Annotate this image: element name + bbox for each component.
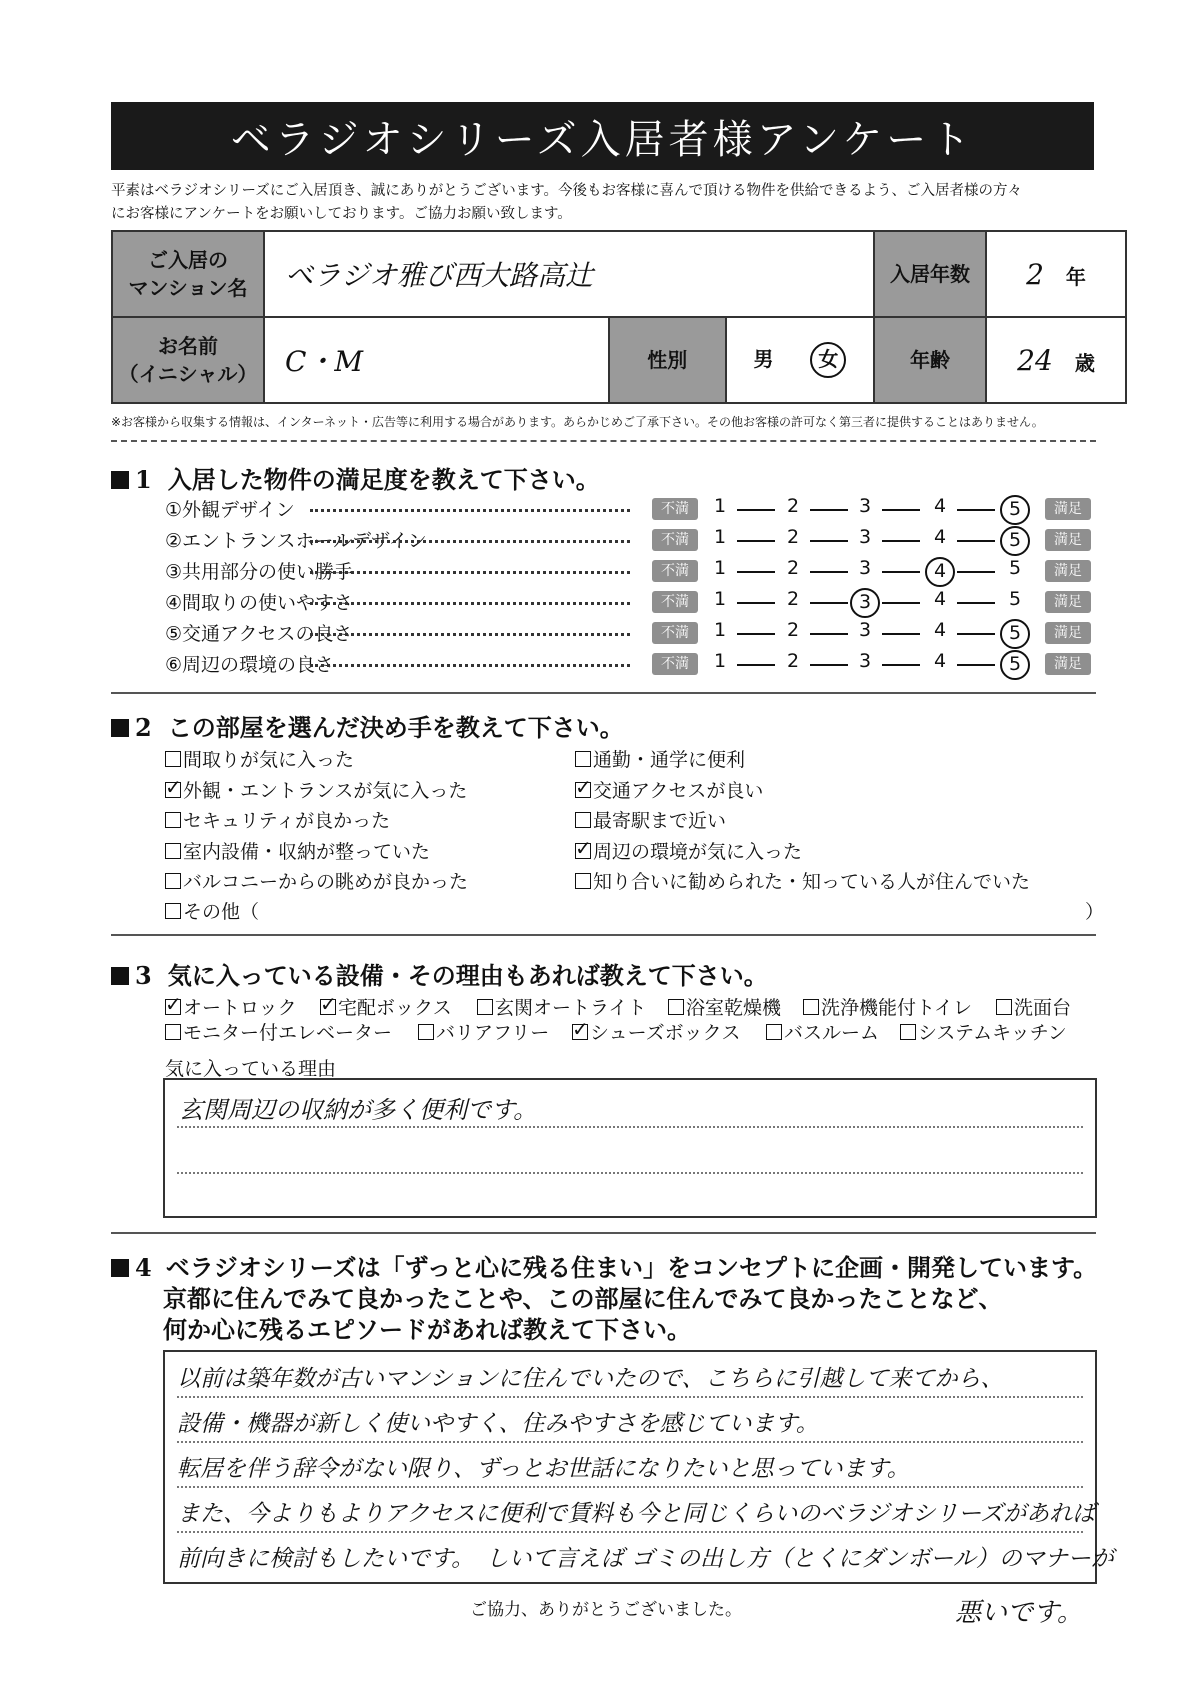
rating-question: ②エントランスホールデザイン — [165, 530, 427, 552]
checkbox[interactable] — [418, 1024, 434, 1040]
scale-connector — [957, 509, 995, 511]
intro-line-2: にお客様にアンケートをお願いしております。ご協力お願い致します。 — [111, 206, 572, 222]
option-label: 浴室乾燥機 — [686, 997, 782, 1019]
scale-connector — [957, 571, 995, 573]
name-field[interactable] — [264, 317, 609, 403]
low-label: 不満 — [652, 591, 698, 613]
gender-male-option[interactable]: 男 — [753, 347, 774, 371]
high-label: 満足 — [1045, 560, 1091, 582]
divider — [111, 1232, 1096, 1234]
scale-connector — [810, 509, 848, 511]
high-label: 満足 — [1045, 591, 1091, 613]
answer-line: 転居を伴う辞令がない限り、ずっとお世話になりたいと思っています。 — [177, 1456, 910, 1482]
leader-dots — [310, 602, 630, 605]
rating-option-1[interactable]: 1 — [713, 557, 727, 579]
scale-connector — [957, 602, 995, 604]
option-item[interactable] — [996, 993, 1071, 1020]
rating-option-2[interactable]: 2 — [786, 588, 800, 610]
checkbox[interactable] — [165, 812, 181, 828]
age-label: 年齢 — [874, 317, 986, 403]
checkbox[interactable] — [575, 751, 591, 767]
option-label: バスルーム — [784, 1022, 880, 1044]
checkbox[interactable] — [477, 999, 493, 1015]
option-label: 宅配ボックス — [338, 997, 452, 1019]
checkbox[interactable] — [668, 999, 684, 1015]
option-item[interactable] — [165, 837, 430, 864]
privacy-notice: ※お客様から収集する情報は、インターネット・広告等に利用する場合があります。あらかじめご了承下さい。その他お客様の許可なく第三者に提供することはありません。 — [111, 415, 1044, 429]
rating-option-5[interactable] — [998, 526, 1032, 556]
option-label: モニター付エレベーター — [183, 1022, 393, 1044]
rating-option-3[interactable]: 3 — [858, 650, 872, 672]
rating-row — [0, 526, 1200, 556]
scale-connector — [882, 664, 920, 666]
scale-connector — [882, 571, 920, 573]
q3-reason-label: 気に入っている理由 — [165, 1058, 337, 1080]
rating-option-3[interactable]: 3 — [858, 526, 872, 548]
q4-heading: 4 ベラジオシリーズは「ずっと心に残る住まい」をコンセプトに企画・開発しています。 京都に住んでみて良かったことや、この部屋に住んでみて良かったことなど、 何か心に残るエピソードがあれば教えて下さい。 — [111, 1252, 1097, 1345]
scale-connector — [957, 540, 995, 542]
scale-connector — [957, 633, 995, 635]
divider — [111, 692, 1096, 694]
checkbox[interactable] — [575, 843, 591, 859]
divider — [111, 440, 1096, 442]
rating-option-2[interactable]: 2 — [786, 526, 800, 548]
rating-question: ⑥周辺の環境の良さ — [165, 654, 335, 676]
answer-rule — [177, 1441, 1083, 1443]
option-item[interactable] — [575, 776, 763, 803]
leader-dots — [310, 571, 630, 574]
rating-question: ①外観デザイン — [165, 499, 295, 521]
scale-connector — [737, 509, 775, 511]
answer-line: 設備・機器が新しく使いやすく、住みやすさを感じています。 — [177, 1411, 819, 1437]
rating-option-2[interactable]: 2 — [786, 557, 800, 579]
checkbox[interactable] — [575, 873, 591, 889]
rating-row — [0, 495, 1200, 525]
rating-option-5[interactable] — [998, 650, 1032, 680]
option-label: 室内設備・収納が整っていた — [183, 840, 431, 863]
high-label: 満足 — [1045, 498, 1091, 520]
intro-text — [111, 180, 1096, 226]
option-item[interactable] — [668, 993, 781, 1020]
option-label: バリアフリー — [436, 1022, 550, 1044]
gender-field[interactable] — [726, 317, 874, 403]
age-field[interactable]: 24 歳 — [986, 317, 1126, 403]
q3-heading: 3 気に入っている設備・その理由もあれば教えて下さい。 — [111, 956, 768, 991]
rating-option-4[interactable]: 4 — [933, 619, 947, 641]
rating-option-3[interactable]: 3 — [858, 619, 872, 641]
answer-line: 以前は築年数が古いマンションに住んでいたので、こちらに引越して来てから、 — [177, 1366, 1004, 1392]
mansion-name-field[interactable] — [264, 231, 874, 317]
answer-line: また、今よりもよりアクセスに便利で賃料も今と同じくらいのベラジオシリーズがあれば — [177, 1501, 1096, 1527]
option-label: 交通アクセスが良い — [593, 779, 764, 802]
checkbox[interactable] — [165, 873, 181, 889]
rating-option-5[interactable]: 5 — [1008, 557, 1022, 579]
scale-connector — [810, 633, 848, 635]
q4-answer-box[interactable] — [163, 1350, 1114, 1584]
name-value: C・M — [285, 345, 364, 378]
option-item[interactable] — [575, 837, 802, 864]
rating-option-2[interactable]: 2 — [786, 619, 800, 641]
option-label: 外観・エントランスが気に入った — [183, 779, 468, 802]
option-item[interactable] — [165, 806, 390, 833]
option-label: セキュリティが良かった — [183, 810, 391, 832]
selected-rating: 5 — [1000, 495, 1030, 525]
low-label: 不満 — [652, 560, 698, 582]
rating-option-2[interactable]: 2 — [786, 495, 800, 517]
scale-connector — [810, 571, 848, 573]
selected-rating: 5 — [1000, 650, 1030, 680]
rating-option-2[interactable]: 2 — [786, 650, 800, 672]
rating-option-3[interactable]: 3 — [858, 495, 872, 517]
option-label: 洗面台 — [1014, 997, 1072, 1019]
rating-option-1[interactable]: 1 — [713, 526, 727, 548]
checkbox[interactable] — [165, 751, 181, 767]
q4-answer-overflow: 悪いです。 — [955, 1598, 1083, 1628]
rating-option-3[interactable]: 3 — [858, 557, 872, 579]
low-label: 不満 — [652, 529, 698, 551]
scale-connector — [810, 602, 848, 604]
checkbox[interactable] — [165, 999, 181, 1015]
option-label: 通勤・通学に便利 — [593, 749, 746, 771]
rating-row — [0, 619, 1200, 649]
option-item[interactable] — [165, 993, 297, 1020]
rating-option-4[interactable] — [923, 557, 957, 587]
checkbox[interactable] — [165, 782, 181, 798]
option-item[interactable] — [766, 1018, 879, 1045]
scale-connector — [882, 602, 920, 604]
option-label: 最寄駅まで近い — [593, 810, 727, 832]
q2-other-option[interactable]: その他（ — [165, 897, 259, 924]
rating-option-3[interactable] — [848, 588, 882, 618]
rating-option-1[interactable]: 1 — [713, 650, 727, 672]
option-label: 洗浄機能付トイレ — [821, 997, 973, 1019]
checkbox[interactable] — [165, 903, 181, 919]
option-item[interactable] — [575, 745, 745, 772]
rating-option-5[interactable]: 5 — [1008, 588, 1022, 610]
rating-option-1[interactable]: 1 — [713, 619, 727, 641]
scale-connector — [737, 602, 775, 604]
option-label: シューズボックス — [590, 1022, 741, 1044]
option-item[interactable] — [165, 867, 468, 894]
checkbox[interactable] — [900, 1024, 916, 1040]
rating-option-4[interactable]: 4 — [933, 526, 947, 548]
q2-other-close: ） — [1085, 901, 1105, 923]
option-item[interactable] — [803, 993, 972, 1020]
option-item[interactable] — [900, 1018, 1067, 1045]
leader-dots — [310, 633, 630, 636]
high-label: 満足 — [1045, 653, 1091, 675]
selected-rating: 4 — [925, 557, 955, 587]
option-item[interactable] — [477, 993, 646, 1020]
answer-line: 前向きに検討もしたいです。 しいて言えば ゴミの出し方（とくにダンボール）のマナーが — [177, 1546, 1114, 1572]
leader-dots — [310, 664, 630, 667]
checkbox[interactable] — [575, 812, 591, 828]
rating-row — [0, 557, 1200, 587]
scale-connector — [737, 571, 775, 573]
answer-rule — [177, 1396, 1083, 1398]
scale-connector — [882, 633, 920, 635]
years-field[interactable]: 2 年 — [986, 231, 1126, 317]
gender-female-option[interactable]: 女 — [810, 342, 846, 378]
name-label: お名前 （イニシャル） — [112, 317, 264, 403]
rating-question: ③共用部分の使い勝手 — [165, 561, 354, 583]
low-label: 不満 — [652, 498, 698, 520]
scale-connector — [882, 509, 920, 511]
resident-info-table — [111, 230, 1127, 404]
option-label: システムキッチン — [918, 1022, 1067, 1044]
footer-thanks: ご協力、ありがとうございました。 — [470, 1600, 742, 1620]
option-label: 間取りが気に入った — [183, 749, 355, 771]
rating-row — [0, 650, 1200, 680]
scale-connector — [737, 633, 775, 635]
answer-rule — [177, 1486, 1083, 1488]
answer-rule — [177, 1531, 1083, 1533]
rating-question: ④間取りの使いやすさ — [165, 592, 354, 614]
checkbox[interactable] — [320, 999, 336, 1015]
intro-line-1: 平素はベラジオシリーズにご入居頂き、誠にありがとうございます。今後もお客様に喜んで頂ける物件を供給できるよう、ご入居者様の方々 — [111, 183, 1023, 199]
rating-question: ⑤交通アクセスの良さ — [165, 623, 353, 645]
high-label: 満足 — [1045, 529, 1091, 551]
option-item[interactable] — [165, 776, 467, 803]
scale-connector — [810, 540, 848, 542]
option-item[interactable] — [320, 993, 452, 1020]
option-item[interactable] — [418, 1018, 549, 1045]
rating-option-5[interactable] — [998, 619, 1032, 649]
checkbox[interactable] — [803, 999, 819, 1015]
rating-option-1[interactable]: 1 — [713, 495, 727, 517]
option-item[interactable] — [165, 1018, 392, 1045]
checkbox[interactable] — [165, 843, 181, 859]
mansion-name-value: ベラジオ雅び西大路高辻 — [285, 259, 594, 292]
low-label: 不満 — [652, 653, 698, 675]
scale-connector — [737, 664, 775, 666]
rating-option-1[interactable]: 1 — [713, 588, 727, 610]
scale-connector — [957, 664, 995, 666]
option-item[interactable] — [572, 1018, 740, 1045]
checkbox[interactable] — [165, 1024, 181, 1040]
high-label: 満足 — [1045, 622, 1091, 644]
option-label: 知り合いに勧められた・知っている人が住んでいた — [593, 871, 1031, 893]
rating-row — [0, 588, 1200, 618]
mansion-label: ご入居の マンション名 — [112, 231, 264, 317]
scale-connector — [737, 540, 775, 542]
page-title: ベラジオシリーズ入居者様アンケート — [111, 102, 1094, 170]
leader-dots — [310, 509, 630, 512]
selected-rating: 3 — [850, 588, 880, 618]
selected-rating: 5 — [1000, 619, 1030, 649]
scale-connector — [882, 540, 920, 542]
gender-label: 性別 — [609, 317, 726, 403]
rating-option-4[interactable]: 4 — [933, 588, 947, 610]
leader-dots — [310, 540, 630, 543]
option-label: 周辺の環境が気に入った — [593, 840, 803, 863]
q3-reason-text: 玄関周辺の収納が多く便利です。 — [179, 1096, 538, 1124]
rating-option-5[interactable] — [998, 495, 1032, 525]
divider — [111, 934, 1096, 936]
checkbox[interactable] — [575, 782, 591, 798]
option-label: 玄関オートライト — [495, 997, 647, 1019]
checkbox[interactable] — [766, 1024, 782, 1040]
years-label: 入居年数 — [874, 231, 986, 317]
option-label: オートロック — [183, 997, 297, 1019]
low-label: 不満 — [652, 622, 698, 644]
option-item[interactable] — [575, 867, 1030, 894]
selected-rating: 5 — [1000, 526, 1030, 556]
q1-heading: 1 入居した物件の満足度を教えて下さい。 — [111, 460, 600, 495]
checkbox[interactable] — [996, 999, 1012, 1015]
q3-reason-box[interactable] — [163, 1078, 1097, 1218]
option-label: バルコニーからの眺めが良かった — [183, 871, 469, 893]
checkbox[interactable] — [572, 1024, 588, 1040]
option-item[interactable] — [575, 806, 726, 833]
q2-heading: 2 この部屋を選んだ決め手を教えて下さい。 — [111, 708, 624, 743]
rating-option-4[interactable]: 4 — [933, 495, 947, 517]
scale-connector — [810, 664, 848, 666]
rating-option-4[interactable]: 4 — [933, 650, 947, 672]
option-item[interactable] — [165, 745, 354, 772]
